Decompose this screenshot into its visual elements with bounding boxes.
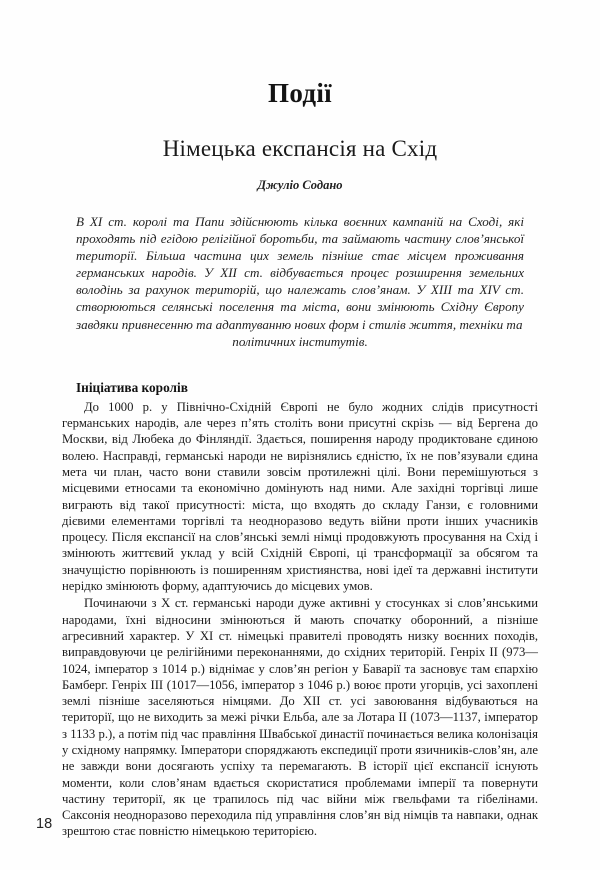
- author-byline: Джуліо Содано: [257, 178, 343, 192]
- page-content: [62, 0, 538, 840]
- part-title: Події: [268, 78, 332, 108]
- chapter-title: Німецька експансія на Схід: [162, 136, 438, 161]
- abstract-last-line: політичних інститутів.: [232, 333, 368, 349]
- section-heading: Ініціатива королів: [76, 379, 188, 395]
- body-paragraph: Починаючи з X ст. германські народи дуже активні у стосунках зі слов’янськими народами, їхні відносини змінюються й мають спочатку оборонний, а пізніше агресивний характер. У XI ст. німецькі правителі проводять низку воєнних походів, виправдовуючи це релігійними переконаннями, до східних територій. Генріх II (973—1024, імператор з 1014 р.) віднімає у слов’ян регіон у Баварії та засновує там єпархію Бамберг. Генріх III (1017—1056, імператор з 1046 р.) воює проти угорців, усі захоплені землі пізніше заселяються німцями. До XII ст. усі завоювання відбуваються на території, що не виходить за межі річки Ельба, але за Лотара II (1073—1137, імператор з 1133 р.), а потім під час правління Швабської династії починається велика колонізація у східному напрямку. Імператори споряджають експедиції проти язичників-слов’ян, але не завжди вони досягають успіху та перемагають. В історії цієї експансії існують моменти, коли слов’янам вдається скористатися проблемами імперії та повернути частину території, як це трапилось під час війни між гвельфами та гібелінами. Саксонія неодноразово переходила під управління слов’ян від німців та навпаки, однак зрештою стає повністю німецькою територією.: [62, 596, 538, 839]
- abstract-paragraph: В XI ст. королі та Папи здійснюють кілька воєнних кампаній на Сході, які проходять під егідою релігійної боротьби, та займають частину слов’янської території. Більша частина цих земель пізніше стає місцем проживання германських народів. У XII ст. відбувається процес розширення земельних володінь за рахунок територій, що належать слов’янам. У XIII та XIV ст. створюються селянські поселення та міста, вони змінюють Східну Європу завдяки привнесенню та адаптуванню нових форм і стилів життя, техніки та: [76, 214, 524, 332]
- body-paragraph: До 1000 р. у Північно-Східній Європі не було жодних слідів присутності германських народів, але через п’ять століть вони присутні скрізь — від Бергена до Москви, від Любека до Фінляндії. Здається, поширення народу продиктоване єдиною волею. Насправді, германські народи не вирізнялись єдністю, їх не пов’язували єдина мета чи план, часто вони ставили зовсім протилежні цілі. Вони перемішуються з місцевими етносами та економічно домінують над ними. Але західні торгівці лише виграють від такої присутності: міста, що входять до складу Ганзи, є головними дієвими елементами торгівлі та неодноразово ведуть війни проти інших учасників процесу. Після експансії на слов’янські землі німці продовжують просування на Схід і змінюють життєвий уклад у всій Східній Європі, ці трансформації за обсягом та значущістю порівнюють із поширенням християнства, нові ідеї та державні інститути нерідко змінюють форму, адаптуючись до місцевих умов.: [62, 399, 538, 594]
- page-number: 18: [36, 816, 53, 832]
